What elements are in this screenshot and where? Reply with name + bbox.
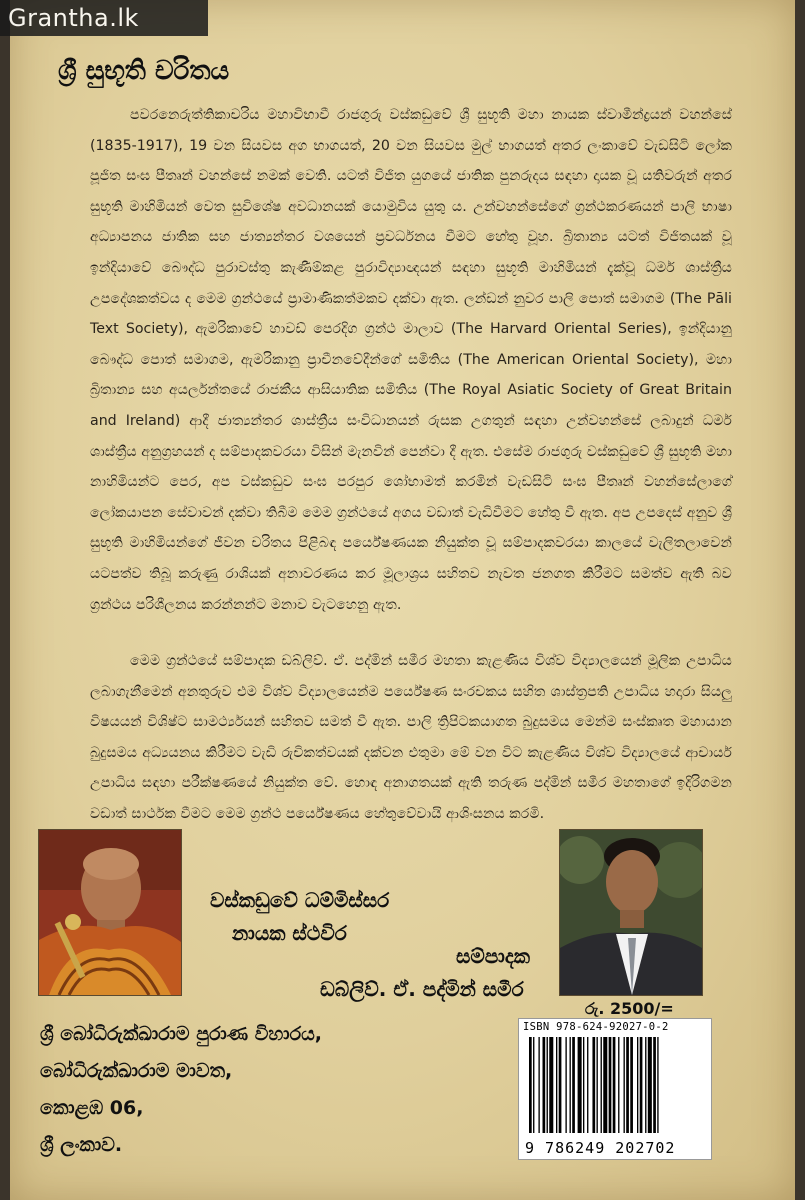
synopsis: [90, 100, 732, 830]
price: රු. 2500/=: [585, 999, 674, 1018]
monk-name: වස්කඩුවේ ධම්මිස්සර: [210, 888, 390, 912]
monk-portrait-illustration: [39, 830, 181, 995]
editor-photo: [559, 829, 703, 996]
book-title: ශ්‍රී සුභූති චරිතය: [58, 56, 230, 86]
address-line-4: ශ්‍රී ලංකාව.: [40, 1134, 123, 1156]
editor-portrait-illustration: [560, 830, 702, 995]
barcode-icon: [525, 1037, 705, 1133]
back-cover: [10, 0, 795, 1200]
editor-name: ඩබ්ලිව්. ඒ. පද්මින් සමීර: [320, 977, 524, 1001]
monk-title: නායක ස්ථවිර: [232, 921, 347, 945]
monk-photo: [38, 829, 182, 996]
synopsis-paragraph-1: පවරනෙරුත්තිකාචරිය මහාවිභාවී රාජගුරු වස්කඩුවේ ශ්‍රී සුභූති මහා නායක ස්වාමීන්ද්‍රයන් වහන්සේ (1835-1917), 19 වන සියවස අග භාගයත්, 20 වන සියවස මුල් භාගයත් අතර ලංකාවේ වැඩසිටි ලෝක පූජිත සංඝ පීතෘන් වහන්සේ නමක් වෙති. යටත් විජිත යුගයේ ජාතික පුනරුදය සඳහා දායක වූ යතිවරුන් අතර සුභූති මාහිමියන් වෙත සුවිශේෂ අවධානයක් යොමුවිය යුතු ය. උන්වහන්සේගේ ග්‍රන්ථකරණයන් පාලි භාෂා අධ්‍යාපනය ජාතික සහ ජාත්‍යන්තර වශයෙන් ප්‍රවර්ධනය වීමට හේතු වූහ. බ්‍රිතාන්‍ය යටත් විජිතයක් වූ ඉන්දියාවේ බෞද්ධ පුරාවස්තු කැණීම්කළ පුරාවිද්‍යාඥයන් සඳහා සුභූති මාහිමියන් දැක්වූ ධර්ම ශාස්ත්‍රීය උපදේශකත්වය ද මෙම ග්‍රන්ථයේ ප්‍රාමාණිකත්මකව දක්වා ඇත. ලන්ඩන් නුවර පාලි පොත් සමාගම (The Pāli Text Society), ඇමරිකාවේ හාවඩ් පෙරදිග ග්‍රන්ථ මාලාව (The Harvard Oriental Series), ඉන්දියානු බෞද්ධ පොත් සමාගම, ඇමරිකානු ප්‍රාචීනවේදීන්ගේ සමිතිය (The American Oriental Society), මහා බ්‍රිතාන්‍ය සහ අයර්ලන්තයේ රාජකීය ආසියාතික සමිතිය (The Royal Asiatic Society of Great Britain and Ireland) ආදී ජාත්‍යන්තර ශාස්ත්‍රීය සංවිධානයන් රුසක උගතුන් සඳහා උන්වහන්සේ ලබාදුන් ධර්ම ශාස්ත්‍රීය අනුග්‍රහයන් ද සම්පාදකවරයා විසින් මැනවින් පෙන්වා දී ඇත. එසේම රාජගුරු වස්කඩුවේ ශ්‍රී සුභූති මහා නාහිමියන්ට පෙර, අප වස්කඩුව සංඝ පරපුර ශෝභාමත් කරමින් වැඩසිටි සංඝ පීතෘන් වහන්සේලාගේ ලෝකයාපන සේවාවන් දක්වා තිබීම මෙම ග්‍රන්ථයේ අගය වඩාත් වැඩිවීමට හේතු වී ඇත. අප උපදෙස් අනුව ශ්‍රී සුභූති මාහිමියන්ගේ ජීවන චරිතය පිළිබඳ පර්යේෂණයක නියුක්ත වූ සම්පාදකවරයා කාලයේ වැලිතලාවෙන් යටපත්ව තිබූ කරුණු රාශියක් අනාවරණය කර මූලාශ්‍රය සහිතව නැවත ජනගත කිරීමට සමත්ව ඇති බව ග්‍රන්ථය පරිශීලනය කරන්නන්ට මනාව වැටහෙනු ඇත.: [90, 107, 732, 613]
editor-role: සම්පාදක: [456, 944, 530, 968]
barcode-box: [518, 1018, 712, 1160]
barcode-number: 9 786249 202702: [525, 1139, 676, 1157]
isbn: ISBN 978-624-92027-0-2: [523, 1021, 669, 1033]
synopsis-paragraph-2: මෙම ග්‍රන්ථයේ සම්පාදක ඩබ්ලිව්. ඒ. පද්මින් සමීර මහතා කැළණිය විශ්ව විද්‍යාලයෙන් මූලික උපාධිය ලබාගැනීමෙන් අනතුරුව එම විශ්ව විද්‍යාලයෙන්ම පර්යේෂණ සංරචකය සහිත ශාස්ත්‍රපති උපාධිය හදාරා සියලු විෂයයන් විශිෂ්ට සාමර්ථ්‍යයන් සහිතව සමත් වී ඇත. පාලි ත්‍රිපිටකයාගත බුදුසමය මෙන්ම සංස්කෘත මහායාන බුදුසමය අධ්‍යයනය කිරීමට වැඩි රුචිකත්වයක් දක්වන එතුමා මේ වන විට කැළණිය විශ්ව විද්‍යාලයේ ආචාර්ය උපාධිය සඳහා පරීක්ෂණයේ නියුක්ත වේ. හොඳ අනාගතයක් ඇති තරුණ පද්මින් සමීර මහතාගේ ඉදිරිගමන වඩාත් සාර්ථක වීමට මෙම ග්‍රන්ථ පර්යේෂණය හේතුවේවායි ආශිංසනය කරමි.: [90, 653, 732, 823]
publisher-address: [40, 1016, 322, 1164]
address-line-1: ශ්‍රී බෝධිරුක්ඛාරාම පුරාණ විහාරය,: [40, 1023, 322, 1045]
address-line-2: බෝධිරුක්ඛාරාම මාවත,: [40, 1060, 233, 1082]
address-line-3: කොළඹ 06,: [40, 1097, 144, 1119]
watermark: Grantha.lk: [0, 0, 208, 36]
